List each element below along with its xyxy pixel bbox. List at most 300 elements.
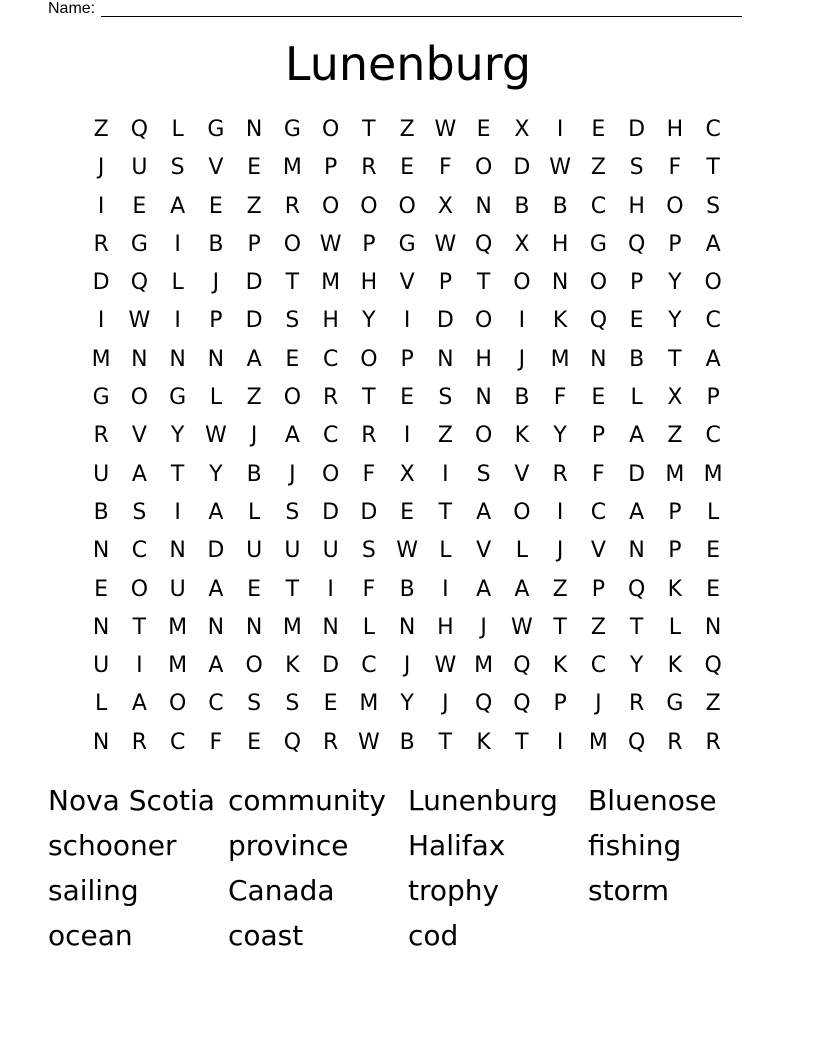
grid-letter: L [630, 385, 643, 411]
grid-letter: R [93, 231, 109, 257]
grid-letter: V [399, 270, 415, 296]
grid-letter: B [208, 231, 224, 257]
grid-letter: H [551, 231, 569, 257]
grid-letter: F [362, 461, 376, 487]
grid-letter: H [360, 270, 378, 296]
grid-letter: G [666, 691, 684, 717]
grid-letter: R [284, 193, 301, 219]
grid-letter: O [398, 193, 416, 219]
grid-letter: M [168, 653, 188, 679]
grid-letter: J [480, 614, 487, 640]
grid-letter: S [438, 385, 453, 411]
grid-letter: D [628, 117, 646, 142]
grid-letter: B [93, 499, 109, 525]
grid-letter: L [171, 270, 184, 296]
grid-letter: S [285, 308, 300, 334]
grid-letter: S [170, 155, 185, 181]
grid-letter: X [514, 231, 530, 257]
grid-letter: O [474, 423, 493, 449]
grid-letter: Y [362, 308, 376, 334]
grid-letter: J [250, 423, 258, 449]
grid-letter: E [400, 155, 415, 181]
grid-letter: C [322, 423, 339, 449]
grid-letter: E [400, 385, 415, 411]
grid-letter: N [475, 193, 492, 219]
grid-letter: D [360, 499, 378, 525]
grid-letter: W [396, 538, 418, 564]
grid-letter: Q [627, 729, 646, 755]
grid-letter: Q [130, 270, 149, 296]
grid-letter: N [169, 538, 186, 564]
grid-letter: T [668, 346, 682, 372]
grid-letter: D [92, 270, 110, 296]
grid-letter: U [322, 538, 339, 564]
grid-letter: D [628, 461, 646, 487]
grid-letter: I [327, 576, 334, 602]
grid-letter: W [549, 155, 571, 181]
grid-letter: S [706, 193, 721, 219]
grid-letter: Z [437, 423, 453, 449]
grid-letter: R [131, 729, 148, 755]
grid-letter: E [591, 117, 606, 142]
grid-letter: T [285, 576, 300, 602]
grid-letter: U [284, 538, 301, 564]
grid-letter: V [590, 538, 606, 564]
grid-letter: O [321, 117, 340, 142]
grid-letter: V [476, 538, 492, 564]
grid-letter: O [245, 653, 263, 679]
grid-letter: N [322, 614, 339, 640]
grid-letter: I [174, 308, 181, 334]
grid-letter: N [92, 614, 110, 640]
grid-letter: N [590, 346, 607, 372]
grid-letter: P [362, 231, 376, 257]
grid-letter: C [169, 729, 186, 755]
grid-letter: N [551, 270, 569, 296]
grid-letter: I [97, 308, 105, 334]
grid-letter: L [668, 614, 681, 640]
grid-letter: A [246, 346, 262, 372]
word-list-item: province [228, 829, 349, 862]
grid-letter: Q [513, 653, 531, 679]
grid-letter: X [667, 385, 683, 411]
grid-letter: K [476, 729, 491, 755]
grid-letter: P [553, 691, 567, 717]
grid-letter: J [595, 691, 602, 717]
grid-letter: E [132, 193, 147, 219]
grid-letter: O [589, 270, 608, 296]
grid-letter: D [245, 308, 263, 334]
grid-letter: C [131, 538, 148, 564]
grid-letter: R [667, 729, 683, 755]
grid-letter: Z [590, 155, 606, 181]
grid-letter: Q [283, 729, 302, 755]
grid-letter: L [94, 691, 108, 717]
grid-letter: I [174, 231, 181, 257]
grid-letter: W [434, 231, 457, 257]
grid-letter: S [476, 461, 491, 487]
grid-letter: S [247, 691, 262, 717]
grid-letter: O [130, 385, 149, 411]
grid-letter: S [132, 499, 147, 525]
grid-letter: B [399, 729, 415, 755]
letter-grid [82, 111, 732, 762]
grid-letter: Q [513, 691, 531, 717]
grid-letter: Q [130, 117, 149, 142]
word-list-item: Bluenose [588, 784, 717, 817]
grid-letter: L [706, 499, 720, 525]
grid-letter: R [705, 729, 721, 755]
grid-letter: T [132, 614, 147, 640]
grid-letter: Z [552, 576, 568, 602]
grid-letter: E [208, 193, 223, 219]
grid-letter: E [247, 729, 262, 755]
grid-letter: D [245, 270, 263, 296]
grid-letter: E [476, 117, 491, 142]
grid-letter: L [362, 614, 375, 640]
grid-letter: M [550, 346, 570, 372]
grid-letter: Z [246, 193, 262, 219]
grid-letter: A [476, 576, 492, 602]
grid-letter: T [706, 155, 720, 181]
grid-letter: K [552, 653, 568, 679]
grid-letter: Y [400, 691, 414, 717]
grid-letter: E [706, 576, 721, 602]
grid-letter: N [131, 346, 148, 372]
grid-letter: C [705, 117, 721, 142]
grid-letter: X [399, 461, 415, 487]
grid-letter: I [556, 499, 564, 525]
grid-letter: I [518, 308, 526, 334]
word-list-item: storm [588, 874, 669, 907]
grid-letter: U [131, 155, 148, 181]
grid-letter: Q [589, 308, 608, 334]
grid-letter: N [207, 346, 225, 372]
grid-letter: M [91, 346, 111, 372]
grid-letter: K [514, 423, 530, 449]
grid-letter: Z [705, 691, 721, 717]
grid-letter: D [322, 653, 340, 679]
grid-letter: S [285, 499, 300, 525]
word-list-item: Canada [228, 874, 335, 907]
grid-letter: T [476, 270, 491, 296]
grid-letter: W [434, 653, 457, 679]
grid-letter: G [589, 231, 607, 257]
grid-letter: Y [170, 423, 185, 449]
grid-letter: R [322, 729, 339, 755]
grid-letter: T [553, 614, 567, 640]
grid-letter: J [442, 691, 449, 717]
grid-letter: F [592, 461, 605, 487]
grid-letter: C [361, 653, 377, 679]
grid-letter: W [510, 614, 533, 640]
grid-letter: N [92, 538, 110, 564]
grid-letter: D [436, 308, 454, 334]
word-list-item: sailing [48, 874, 139, 907]
grid-letter: W [319, 231, 342, 257]
word-list-item: coast [228, 919, 304, 952]
grid-letter: D [322, 499, 340, 525]
grid-letter: H [666, 117, 684, 142]
grid-letter: I [136, 653, 143, 679]
grid-letter: Z [590, 614, 606, 640]
grid-letter: B [552, 193, 568, 219]
grid-letter: F [362, 576, 376, 602]
grid-letter: M [359, 691, 379, 717]
grid-letter: O [474, 308, 493, 334]
grid-letter: Z [667, 423, 683, 449]
grid-letter: U [93, 461, 110, 487]
grid-letter: T [362, 117, 376, 142]
grid-letter: S [285, 691, 300, 717]
grid-letter: A [208, 499, 224, 525]
grid-letter: D [207, 538, 225, 564]
grid-letter: V [514, 461, 530, 487]
grid-letter: E [247, 576, 262, 602]
grid-letter: N [475, 385, 492, 411]
grid-letter: P [591, 576, 606, 602]
grid-letter: W [128, 308, 151, 334]
grid-letter: F [668, 155, 682, 181]
grid-letter: L [209, 385, 222, 411]
name-label: Name: [48, 0, 96, 17]
grid-letter: K [285, 653, 300, 679]
grid-letter: A [170, 193, 186, 219]
grid-letter: P [591, 423, 606, 449]
grid-letter: Y [668, 270, 682, 296]
word-list-item: schooner [48, 829, 177, 862]
grid-letter: I [442, 576, 449, 602]
grid-letter: R [93, 423, 109, 449]
grid-letter: F [209, 729, 223, 755]
grid-letter: T [515, 729, 529, 755]
grid-letter: Q [627, 231, 646, 257]
grid-letter: E [400, 499, 415, 525]
grid-letter: Q [474, 231, 493, 257]
grid-letter: N [207, 614, 225, 640]
grid-letter: G [283, 117, 301, 142]
grid-letter: U [93, 653, 110, 679]
word-list-item: cod [408, 919, 459, 952]
grid-letter: K [552, 308, 568, 334]
grid-letter: P [668, 499, 682, 525]
grid-letter: N [245, 117, 263, 142]
grid-letter: B [629, 346, 645, 372]
word-list-item: trophy [408, 874, 500, 907]
grid-letter: L [439, 538, 452, 564]
grid-letter: S [629, 155, 644, 181]
grid-letter: U [246, 538, 263, 564]
grid-letter: W [204, 423, 227, 449]
grid-letter: Y [209, 461, 223, 487]
grid-letter: G [207, 117, 225, 142]
grid-letter: O [666, 193, 684, 219]
word-list-item: fishing [588, 829, 682, 862]
name-underline [101, 2, 742, 17]
grid-letter: B [514, 385, 530, 411]
grid-letter: H [322, 308, 339, 334]
grid-letter: M [474, 653, 494, 679]
grid-letter: B [399, 576, 415, 602]
grid-letter: P [438, 270, 453, 296]
grid-letter: S [361, 538, 376, 564]
grid-letter: R [361, 155, 377, 181]
grid-letter: I [174, 499, 181, 525]
grid-letter: C [590, 193, 607, 219]
grid-letter: K [667, 576, 683, 602]
grid-letter: I [556, 729, 564, 755]
grid-letter: E [323, 691, 338, 717]
grid-letter: E [285, 346, 300, 372]
grid-letter: A [476, 499, 492, 525]
grid-letter: X [437, 193, 453, 219]
grid-letter: H [437, 614, 454, 640]
grid-letter: P [629, 270, 644, 296]
grid-letter: O [283, 385, 302, 411]
grid-letter: A [705, 346, 721, 372]
grid-letter: O [130, 576, 149, 602]
grid-letter: F [553, 385, 567, 411]
grid-letter: Q [474, 691, 493, 717]
grid-letter: D [513, 155, 531, 181]
grid-letter: A [208, 653, 224, 679]
grid-letter: H [475, 346, 492, 372]
grid-letter: C [590, 499, 607, 525]
grid-letter: B [246, 461, 262, 487]
grid-letter: I [442, 461, 449, 487]
grid-letter: E [591, 385, 606, 411]
grid-letter: E [247, 155, 262, 181]
grid-letter: R [361, 423, 377, 449]
page-title: Lunenburg [284, 37, 532, 91]
grid-letter: T [629, 614, 644, 640]
grid-letter: M [282, 614, 302, 640]
word-list-item: community [228, 784, 386, 817]
word-list [48, 778, 768, 958]
grid-letter: L [171, 117, 184, 142]
grid-letter: H [628, 193, 645, 219]
grid-letter: J [212, 270, 220, 296]
grid-letter: O [704, 270, 722, 296]
grid-letter: C [322, 346, 339, 372]
grid-letter: P [247, 231, 261, 257]
grid-letter: N [169, 346, 186, 372]
grid-letter: N [398, 614, 416, 640]
grid-letter: Y [629, 653, 644, 679]
grid-letter: J [289, 461, 296, 487]
grid-letter: G [92, 385, 110, 411]
grid-letter: E [94, 576, 109, 602]
grid-letter: O [360, 346, 378, 372]
grid-letter: W [434, 117, 457, 142]
grid-letter: A [629, 499, 645, 525]
grid-letter: A [208, 576, 224, 602]
word-list-item: ocean [48, 919, 133, 952]
grid-letter: P [668, 231, 682, 257]
grid-letter: A [629, 423, 645, 449]
grid-letter: G [130, 231, 148, 257]
grid-letter: I [97, 193, 105, 219]
grid-letter: M [588, 729, 608, 755]
grid-letter: J [556, 538, 564, 564]
grid-letter: C [705, 308, 721, 334]
grid-letter: R [552, 461, 568, 487]
grid-letter: A [514, 576, 530, 602]
grid-letter: O [283, 231, 302, 257]
grid-letter: T [285, 270, 300, 296]
grid-letter: P [209, 308, 223, 334]
grid-letter: O [474, 155, 493, 181]
grid-letter: M [321, 270, 341, 296]
grid-letter: E [629, 308, 644, 334]
grid-letter: Y [668, 308, 682, 334]
grid-letter: C [208, 691, 224, 717]
grid-letter: J [403, 653, 411, 679]
word-list-item: Nova Scotia [48, 784, 215, 817]
grid-letter: A [705, 231, 721, 257]
grid-letter: A [131, 691, 147, 717]
word-list-item: Halifax [408, 829, 506, 862]
grid-letter: X [514, 117, 530, 142]
name-field [48, 0, 742, 17]
grid-letter: J [97, 155, 105, 181]
grid-letter: O [360, 193, 378, 219]
grid-letter: T [438, 729, 453, 755]
grid-letter: I [403, 308, 411, 334]
grid-letter: O [513, 499, 531, 525]
grid-letter: P [706, 385, 720, 411]
grid-letter: N [628, 538, 645, 564]
grid-letter: G [169, 385, 187, 411]
grid-letter: A [284, 423, 300, 449]
grid-letter: T [362, 385, 376, 411]
grid-letter: M [282, 155, 302, 181]
grid-letter: U [169, 576, 186, 602]
grid-letter: V [131, 423, 147, 449]
grid-letter: M [168, 614, 188, 640]
grid-letter: N [245, 614, 263, 640]
grid-letter: T [438, 499, 453, 525]
grid-letter: A [131, 461, 147, 487]
grid-letter: R [322, 385, 339, 411]
grid-letter: O [321, 193, 340, 219]
grid-letter: C [590, 653, 607, 679]
grid-letter: Q [627, 576, 646, 602]
grid-letter: P [400, 346, 414, 372]
grid-letter: L [515, 538, 528, 564]
grid-letter: K [667, 653, 683, 679]
grid-letter: P [323, 155, 338, 181]
grid-letter: Y [553, 423, 567, 449]
grid-letter: I [403, 423, 411, 449]
grid-letter: N [704, 614, 722, 640]
grid-letter: C [705, 423, 721, 449]
grid-letter: M [665, 461, 685, 487]
grid-letter: W [357, 729, 380, 755]
grid-letter: J [518, 346, 526, 372]
grid-letter: Q [704, 653, 722, 679]
grid-letter: O [168, 691, 187, 717]
grid-letter: R [628, 691, 645, 717]
grid-letter: P [668, 538, 682, 564]
grid-letter: V [208, 155, 224, 181]
grid-letter: B [514, 193, 530, 219]
grid-letter: O [321, 461, 340, 487]
word-list-item: Lunenburg [408, 784, 558, 817]
grid-letter: L [247, 499, 261, 525]
grid-letter: N [92, 729, 110, 755]
grid-letter: Z [246, 385, 262, 411]
